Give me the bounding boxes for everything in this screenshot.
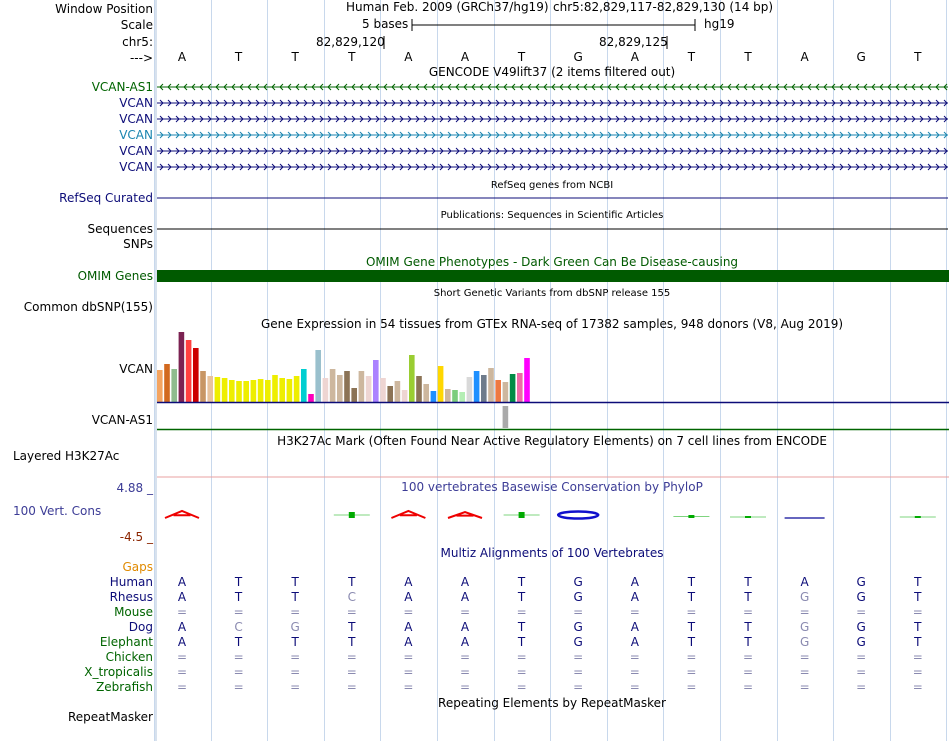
multiz-base: T [291, 635, 299, 649]
multiz-base: = [799, 605, 810, 619]
gtex-bar [164, 364, 170, 402]
sequence-base: G [573, 50, 583, 64]
multiz-species-label[interactable]: Dog [128, 620, 153, 634]
gtex-bar [236, 381, 242, 402]
gtex-bar [380, 378, 386, 402]
gtex-bar [387, 386, 393, 402]
multiz-base: = [573, 605, 584, 619]
gtex-bar [495, 380, 501, 402]
multiz-base: = [686, 650, 697, 664]
multiz-base: T [914, 635, 922, 649]
multiz-base: A [404, 635, 413, 649]
multiz-base: A [630, 620, 639, 634]
ruler-tick-label: 82,829,120 [316, 35, 385, 49]
repeatmasker-label[interactable]: RepeatMasker [67, 710, 153, 724]
window-position-label: Window Position [55, 2, 153, 16]
multiz-base: T [687, 620, 696, 634]
multiz-base: = [346, 680, 357, 694]
multiz-species-label[interactable]: Chicken [105, 650, 153, 664]
multiz-base: = [912, 650, 923, 664]
multiz-base: = [290, 605, 301, 619]
multiz-base: T [291, 575, 299, 589]
gtex-bar [337, 375, 343, 402]
multiz-base: T [348, 620, 356, 634]
multiz-base: A [404, 590, 413, 604]
multiz-base: = [799, 650, 810, 664]
gtex-bar [243, 381, 249, 402]
multiz-base: C [347, 590, 356, 604]
multiz-base: = [742, 665, 754, 679]
sequence-base: G [856, 50, 866, 64]
multiz-species-label[interactable]: Mouse [114, 605, 153, 619]
multiz-base: = [459, 665, 471, 679]
multiz-base: = [290, 665, 301, 679]
multiz-base: = [799, 680, 810, 694]
multiz-base: A [177, 590, 187, 604]
gtex-vcan-label[interactable]: VCAN [119, 362, 153, 376]
multiz-base: = [516, 680, 527, 694]
gencode-track-label[interactable]: VCAN [119, 112, 153, 126]
multiz-base: = [233, 680, 244, 694]
multiz-base: = [290, 680, 301, 694]
multiz-base: = [346, 605, 357, 619]
multiz-base: = [629, 605, 640, 619]
multiz-base: = [856, 680, 867, 694]
multiz-base: T [348, 575, 356, 589]
strand-label: ---> [129, 51, 153, 65]
multiz-base: G [573, 590, 583, 604]
multiz-base: = [176, 680, 188, 694]
gtex-bar [193, 348, 199, 402]
gtex-bar [351, 388, 357, 402]
multiz-base: A [460, 635, 470, 649]
gtex-bar [301, 369, 307, 402]
multiz-base: = [856, 605, 867, 619]
gtex-bar [287, 379, 293, 402]
gaps-label: Gaps [122, 560, 153, 574]
dbsnp-label[interactable]: Common dbSNP(155) [23, 300, 153, 314]
multiz-species-label[interactable]: Zebrafish [96, 680, 153, 694]
gtex-bar [359, 371, 365, 402]
multiz-base: = [573, 680, 584, 694]
gencode-track-label[interactable]: VCAN [119, 144, 153, 158]
multiz-base: T [348, 635, 356, 649]
gencode-track-label[interactable]: VCAN-AS1 [91, 80, 153, 94]
multiz-base: = [686, 605, 697, 619]
dbsnp-title: Short Genetic Variants from dbSNP release 155 [433, 288, 671, 299]
sequence-base: T [517, 50, 526, 64]
h3k27ac-label[interactable]: Layered H3K27Ac [13, 449, 120, 463]
h3k27ac-title: H3K27Ac Mark (Often Found Near Active Regulatory Elements) on 7 cell lines from ENCODE [277, 434, 827, 448]
multiz-base: = [686, 665, 697, 679]
multiz-base: T [914, 620, 922, 634]
phylop-title: 100 vertebrates Basewise Conservation by PhyloP [401, 480, 703, 494]
gtex-bar [395, 381, 401, 402]
gtex-bar [308, 394, 314, 402]
multiz-base: = [573, 650, 584, 664]
gencode-title: GENCODE V49lift37 (2 items filtered out) [428, 65, 676, 79]
multiz-base: = [459, 680, 471, 694]
omim-title: OMIM Gene Phenotypes - Dark Green Can Be Disease-causing [365, 255, 739, 269]
gtex-bar [402, 390, 408, 402]
multiz-base: = [233, 665, 244, 679]
gtex-bar [207, 376, 213, 402]
multiz-base: T [234, 590, 243, 604]
gtex-bar [503, 406, 509, 428]
gtex-bar [179, 332, 185, 402]
multiz-base: A [460, 575, 470, 589]
multiz-base: G [573, 635, 583, 649]
multiz-base: = [459, 650, 471, 664]
refseq-label[interactable]: RefSeq Curated [59, 191, 153, 205]
multiz-base: A [177, 575, 187, 589]
multiz-base: A [630, 590, 639, 604]
multiz-species-label[interactable]: Rhesus [109, 590, 153, 604]
multiz-base: = [403, 665, 414, 679]
gtex-bar [431, 391, 437, 402]
gtex-bar [438, 366, 444, 402]
gtex-bar [323, 378, 329, 402]
gtex-bar [215, 377, 221, 402]
gtex-bar [416, 376, 422, 402]
multiz-base: = [629, 650, 640, 664]
sequence-base: A [404, 50, 413, 64]
multiz-base: T [744, 590, 752, 604]
multiz-base: A [404, 620, 413, 634]
gtex-bar [258, 379, 264, 402]
gtex-bar [445, 389, 451, 402]
multiz-base: = [912, 665, 923, 679]
gtex-bar [452, 390, 458, 402]
gtex-bar [186, 340, 192, 402]
gtex-bar [474, 371, 480, 402]
sequence-base: T [687, 50, 696, 64]
gtex-bar [481, 375, 487, 402]
multiz-base: T [744, 635, 752, 649]
phylop-label[interactable]: 100 Vert. Cons [13, 504, 102, 518]
multiz-base: T [744, 575, 752, 589]
multiz-base: G [573, 620, 583, 634]
multiz-base: = [346, 650, 357, 664]
gtex-bar [524, 358, 530, 402]
gtex-bar [409, 355, 415, 402]
position-title[interactable]: chr5:82,829,117-82,829,130 (14 bp) [553, 0, 774, 14]
multiz-base: = [912, 680, 923, 694]
multiz-base: G [856, 575, 866, 589]
sequence-base: T [744, 50, 752, 64]
multiz-base: T [687, 590, 696, 604]
sequence-base: T [234, 50, 243, 64]
sequence-base: T [291, 50, 299, 64]
multiz-base: = [403, 605, 414, 619]
omim-label[interactable]: OMIM Genes [77, 269, 153, 283]
scale-label: Scale [120, 18, 153, 32]
multiz-base: = [516, 665, 527, 679]
gtex-bar [251, 380, 257, 402]
multiz-base: = [176, 650, 188, 664]
multiz-base: = [573, 665, 584, 679]
multiz-base: = [403, 650, 414, 664]
multiz-species-label[interactable]: X_tropicalis [84, 665, 153, 679]
multiz-base: A [630, 575, 639, 589]
publications-label[interactable]: Sequences [87, 222, 153, 236]
gencode-track-label[interactable]: VCAN [119, 128, 153, 142]
scale-text: 5 bases [362, 17, 409, 31]
multiz-base: = [459, 605, 471, 619]
gtex-bar [366, 376, 372, 402]
sequence-base: T [348, 50, 356, 64]
multiz-base: = [176, 665, 188, 679]
multiz-base: T [517, 620, 526, 634]
gtex-bar [229, 380, 235, 402]
multiz-base: = [346, 665, 357, 679]
refseq-title: RefSeq genes from NCBI [490, 180, 614, 191]
multiz-base: A [404, 575, 413, 589]
sequence-base: A [460, 50, 470, 64]
multiz-base: T [234, 575, 243, 589]
multiz-base: T [291, 590, 299, 604]
multiz-base: T [914, 575, 922, 589]
gtex-bar [157, 370, 163, 402]
sequence-base: A [630, 50, 639, 64]
multiz-base: = [233, 605, 244, 619]
gtex-bar [171, 369, 177, 402]
ruler-tick-label: 82,829,125 [599, 35, 668, 49]
gtex-bar [265, 380, 271, 402]
gtex-bar [330, 369, 336, 402]
gtex-bar [373, 360, 379, 402]
sequence-base: A [177, 50, 187, 64]
gtex-bar [279, 378, 285, 402]
gtex-bar [344, 371, 350, 402]
multiz-base: G [856, 590, 866, 604]
gtex-title: Gene Expression in 54 tissues from GTEx RNA-seq of 17382 samples, 948 donors (V8, Aug 2019) [260, 317, 844, 331]
chrom-label: chr5: [122, 35, 153, 49]
multiz-base: = [290, 650, 301, 664]
gtex-bar [510, 374, 516, 402]
sequence-base: A [800, 50, 809, 64]
multiz-base: = [742, 680, 754, 694]
gtex-bar [488, 368, 494, 402]
phylop-logo-glyph [165, 511, 199, 518]
gtex-bar [294, 376, 300, 402]
omim-bar [157, 270, 949, 282]
phylop-max-label: 4.88 _ [116, 481, 153, 495]
gtex-bar [272, 375, 278, 402]
multiz-base: A [800, 575, 809, 589]
gtex-bar [200, 371, 206, 402]
gtex-vcan-as1-label[interactable]: VCAN-AS1 [91, 413, 153, 427]
multiz-base: = [686, 680, 697, 694]
multiz-base: = [233, 650, 244, 664]
multiz-species-label[interactable]: Elephant [99, 635, 153, 649]
phylop-logo-glyph [558, 512, 598, 519]
gtex-bar [517, 373, 523, 402]
multiz-base: T [687, 635, 696, 649]
gtex-bar [459, 392, 465, 402]
gencode-track-label[interactable]: VCAN [119, 96, 153, 110]
multiz-base: = [403, 680, 414, 694]
multiz-base: G [290, 620, 300, 634]
multiz-base: A [460, 590, 470, 604]
multiz-base: T [914, 590, 922, 604]
assembly-title: Human Feb. 2009 (GRCh37/hg19) [346, 0, 549, 14]
multiz-base: T [517, 635, 526, 649]
multiz-base: A [177, 620, 187, 634]
multiz-base: C [234, 620, 243, 634]
multiz-base: G [573, 575, 583, 589]
multiz-base: = [516, 650, 527, 664]
multiz-base: G [856, 635, 866, 649]
multiz-base: = [799, 665, 810, 679]
gtex-bar [222, 378, 228, 402]
multiz-title: Multiz Alignments of 100 Vertebrates [440, 546, 664, 560]
multiz-species-label[interactable]: Human [109, 575, 153, 589]
multiz-base: = [629, 680, 640, 694]
multiz-base: G [856, 620, 866, 634]
multiz-base: = [912, 605, 923, 619]
phylop-logo-glyph [391, 511, 425, 518]
multiz-base: T [234, 635, 243, 649]
multiz-base: G [799, 590, 810, 604]
multiz-base: = [856, 650, 867, 664]
multiz-base: G [799, 635, 810, 649]
gtex-bar [423, 384, 429, 402]
db-label: hg19 [704, 17, 735, 31]
sequence-base: T [914, 50, 922, 64]
phylop-logo-glyph [448, 512, 482, 518]
multiz-base: T [517, 590, 526, 604]
publications-title: Publications: Sequences in Scientific Articles [440, 210, 664, 221]
multiz-base: A [630, 635, 639, 649]
multiz-base: = [742, 605, 754, 619]
multiz-base: = [176, 605, 188, 619]
multiz-base: T [687, 575, 696, 589]
multiz-base: = [629, 665, 640, 679]
multiz-base: A [177, 635, 187, 649]
multiz-base: = [742, 650, 754, 664]
multiz-base: G [799, 620, 810, 634]
gtex-bar [503, 382, 509, 402]
multiz-base: T [517, 575, 526, 589]
gtex-bar [315, 350, 321, 402]
snps-label[interactable]: SNPs [123, 237, 153, 251]
repeatmasker-title: Repeating Elements by RepeatMasker [438, 696, 666, 710]
multiz-base: = [516, 605, 527, 619]
multiz-base: T [744, 620, 752, 634]
multiz-base: = [856, 665, 867, 679]
gencode-track-label[interactable]: VCAN [119, 160, 153, 174]
phylop-min-label: -4.5 _ [119, 530, 153, 544]
multiz-base: A [460, 620, 470, 634]
gtex-bar [467, 377, 473, 402]
